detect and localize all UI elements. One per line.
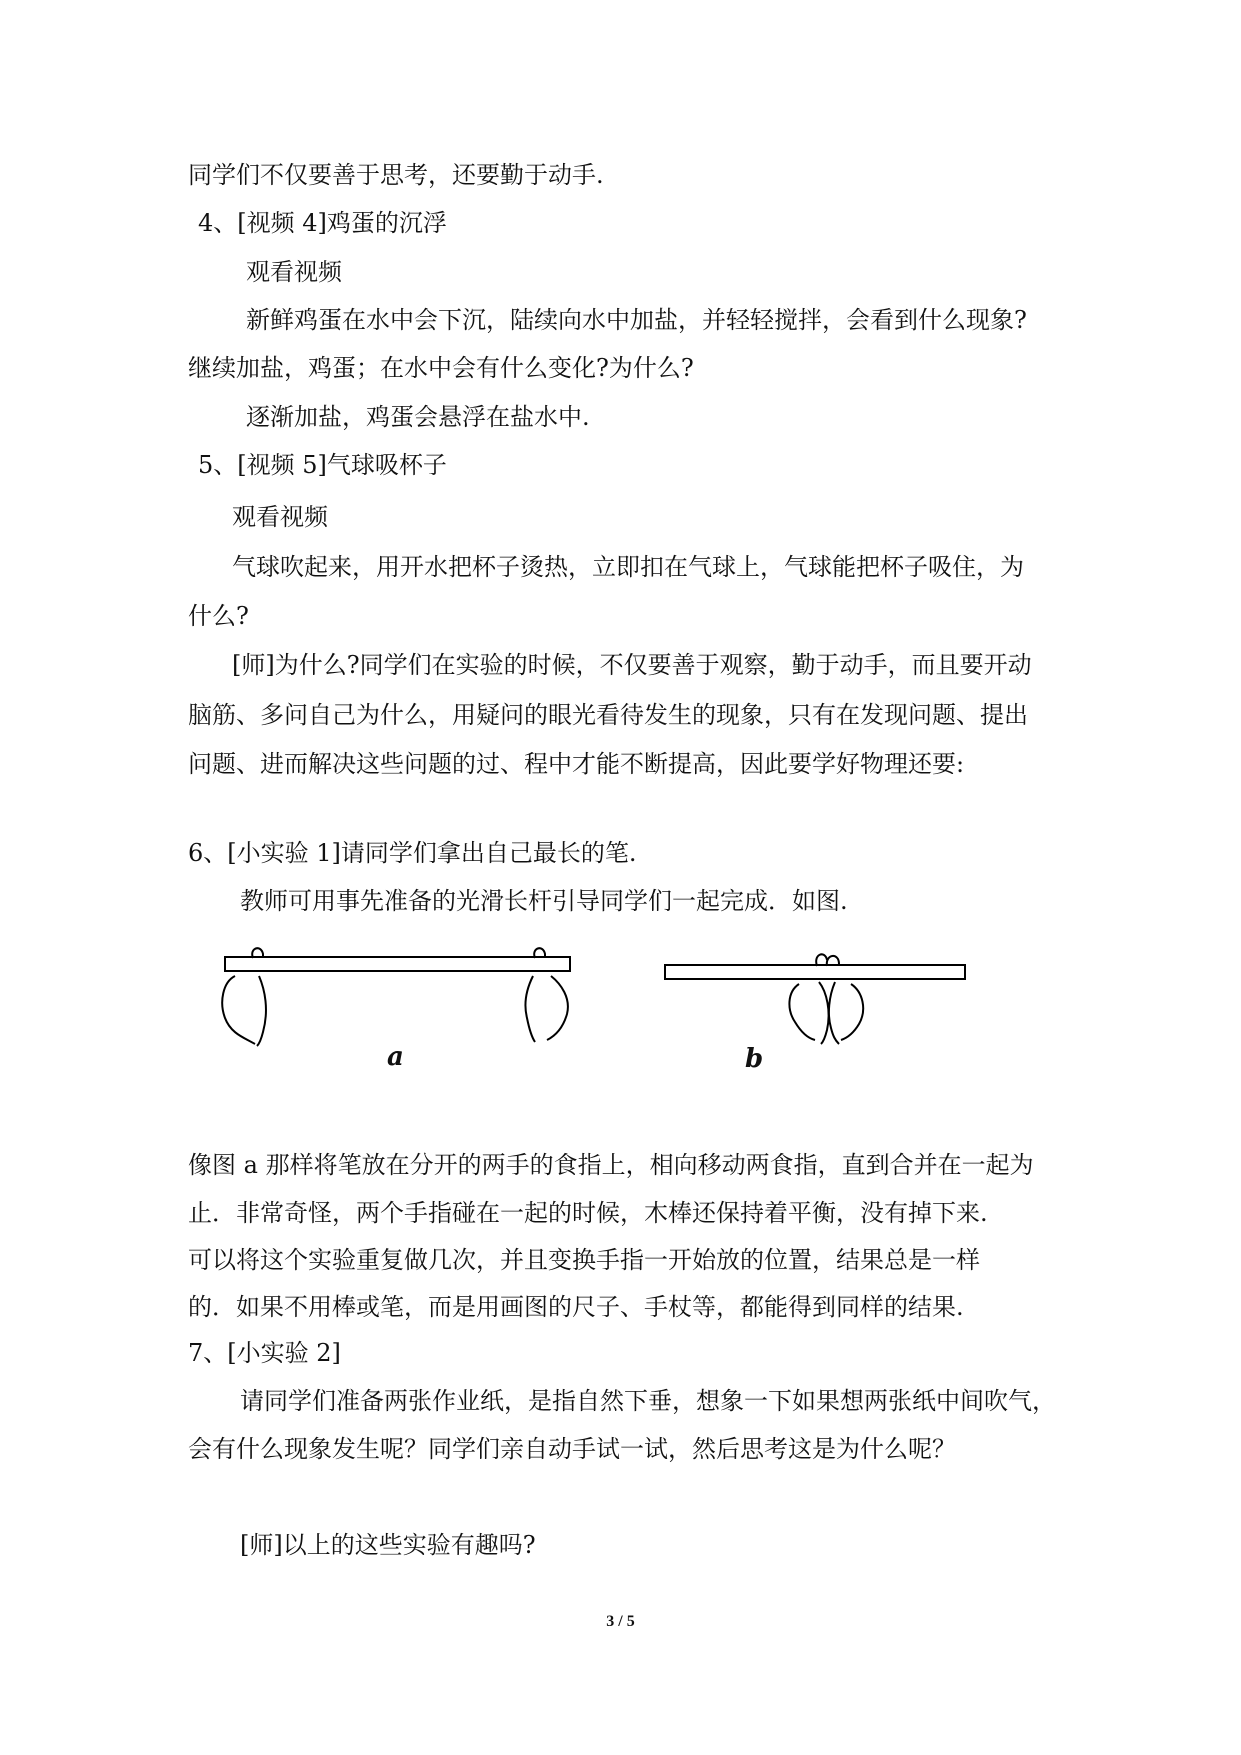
- line-20: 7、[小实验 2]: [188, 1339, 341, 1367]
- line-1: 同学们不仅要善于思考，还要勤于动手.: [188, 161, 604, 189]
- line-12: 脑筋、多问自己为什么，用疑问的眼光看待发生的现象，只有在发现问题、提出: [188, 701, 1028, 729]
- line-3: 观看视频: [246, 258, 342, 286]
- figure-balance-stick: [205, 940, 995, 1090]
- line-2: 4、[视频 4]鸡蛋的沉浮: [198, 209, 447, 237]
- line-23: [师]以上的这些实验有趣吗?: [240, 1531, 536, 1559]
- page-number: 3 / 5: [606, 1613, 635, 1630]
- line-13: 问题、进而解决这些问题的过、程中才能不断提高，因此要学好物理还要:: [188, 750, 965, 778]
- line-21: 请同学们准备两张作业纸，是指自然下垂，想象一下如果想两张纸中间吹气，: [240, 1387, 1056, 1415]
- line-16: 像图 a 那样将笔放在分开的两手的食指上，相向移动两食指，直到合并在一起为: [188, 1151, 1034, 1179]
- line-11: [师]为什么?同学们在实验的时候，不仅要善于观察，勤于动手，而且要开动: [232, 651, 1032, 679]
- line-14: 6、[小实验 1]请同学们拿出自己最长的笔.: [188, 839, 637, 867]
- figure-label-a: a: [387, 1042, 404, 1072]
- line-5: 继续加盐，鸡蛋；在水中会有什么变化?为什么?: [188, 354, 694, 382]
- line-19: 的．如果不用棒或笔，而是用画图的尺子、手杖等，都能得到同样的结果.: [188, 1293, 964, 1321]
- line-8: 观看视频: [232, 503, 328, 531]
- line-7: 5、[视频 5]气球吸杯子: [198, 451, 447, 479]
- figure-label-b: b: [745, 1044, 764, 1074]
- line-22: 会有什么现象发生呢？同学们亲自动手试一试，然后思考这是为什么呢？: [188, 1435, 956, 1463]
- line-9: 气球吹起来，用开水把杯子烫热，立即扣在气球上，气球能把杯子吸住，为: [232, 553, 1024, 581]
- figure-a: [222, 948, 570, 1046]
- figure-illustration: [205, 940, 995, 1090]
- figure-b: [665, 954, 965, 1044]
- line-15: 教师可用事先准备的光滑长杆引导同学们一起完成．如图.: [240, 887, 848, 915]
- line-10: 什么?: [188, 602, 249, 630]
- line-6: 逐渐加盐，鸡蛋会悬浮在盐水中.: [246, 403, 590, 431]
- line-4: 新鲜鸡蛋在水中会下沉，陆续向水中加盐，并轻轻搅拌，会看到什么现象?: [246, 306, 1027, 334]
- line-18: 可以将这个实验重复做几次，并且变换手指一开始放的位置，结果总是一样: [188, 1246, 980, 1274]
- line-17: 止．非常奇怪，两个手指碰在一起的时候，木棒还保持着平衡，没有掉下来.: [188, 1199, 988, 1227]
